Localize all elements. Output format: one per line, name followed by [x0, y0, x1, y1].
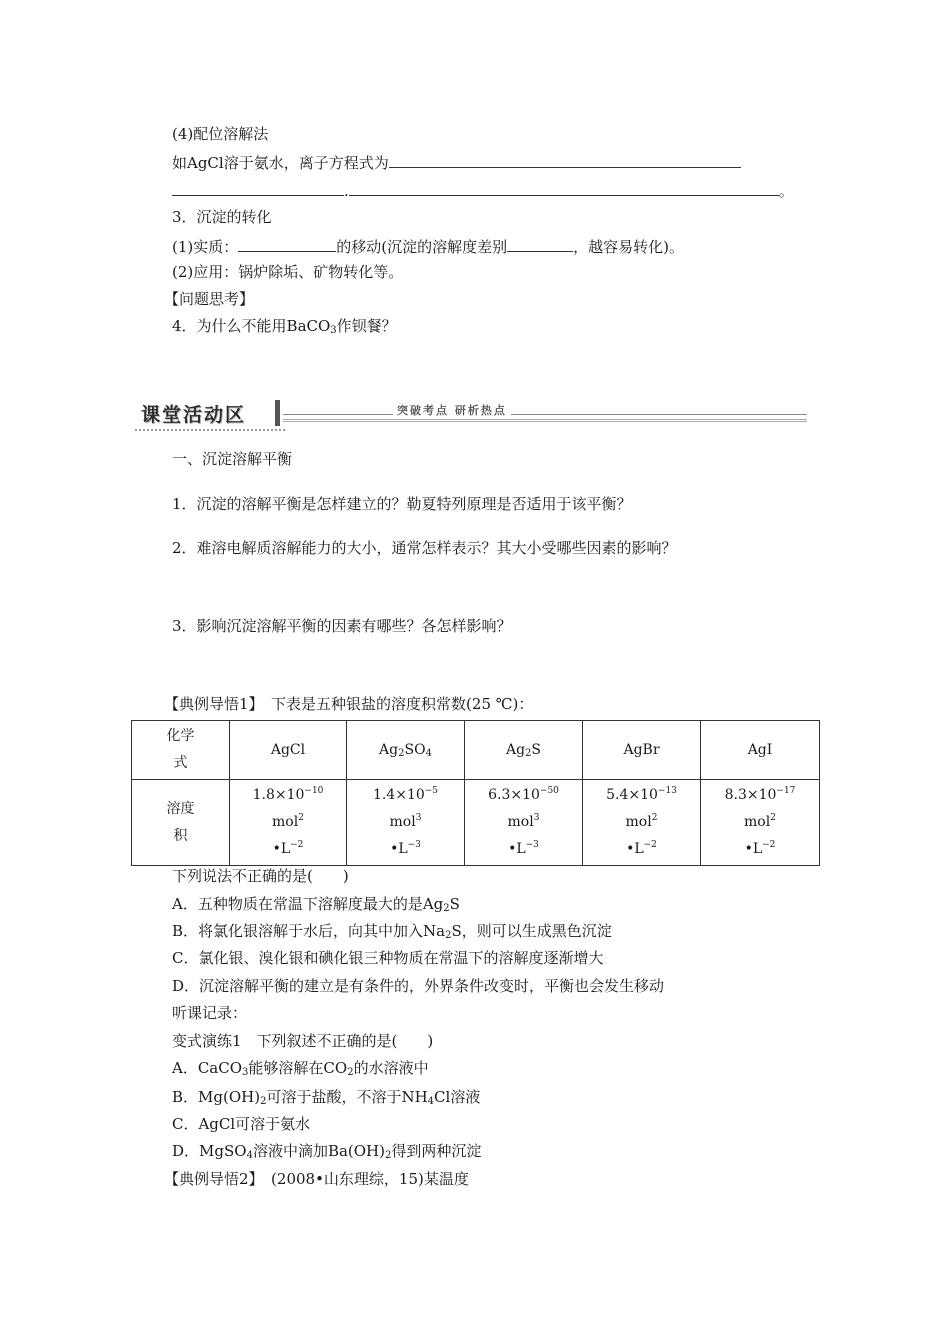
formula-text: Ag	[505, 741, 526, 758]
formula-cell	[701, 721, 820, 780]
formula-cell	[583, 721, 701, 780]
header-label-line2: 式	[173, 755, 188, 771]
dot: .	[344, 182, 349, 200]
variant1-option-b[interactable]: B．$Mg(OH)_2$可溶于盐酸，不溶于$NH_4Cl$溶液	[172, 1088, 481, 1107]
item4-title: (4)配位溶解法	[172, 125, 269, 143]
formula-text: AgBr	[623, 741, 660, 758]
table-row-formula	[132, 721, 820, 780]
banner-rule-double	[283, 419, 807, 422]
ksp-unit: mol$^2$	[272, 813, 304, 830]
item4-text	[172, 152, 741, 173]
s3-p1-a: (1)实质：	[172, 238, 239, 256]
banner-rule	[283, 414, 807, 415]
table-row-ksp	[132, 780, 820, 866]
example1-notes: 听课记录：	[172, 1004, 248, 1022]
formula-cell	[230, 721, 347, 780]
answer-blank-2[interactable]	[172, 180, 344, 196]
ksp-value: $1.8\times 10^{-10}$	[252, 786, 324, 803]
example1-option-c[interactable]: C．氯化银、溴化银和碘化银三种物质在常温下的溶解度逐渐增大	[172, 949, 604, 967]
example1-question: 下列说法不正确的是( )	[172, 867, 349, 885]
formula-sub: 2	[398, 747, 405, 759]
formula-text: AgCl	[270, 741, 306, 758]
item4-continuation	[172, 180, 794, 201]
q4-b: 作钡餐？	[336, 317, 397, 335]
variant1-option-a[interactable]: A．CaCO$_3$能够溶解在$CO_2$的水溶液中	[172, 1059, 429, 1078]
s3-p1-c: ，越容易转化)。	[573, 238, 684, 256]
ksp-cell	[347, 780, 465, 866]
think-title: 【问题思考】	[164, 290, 255, 308]
ksp-value: $5.4\times 10^{-13}$	[606, 786, 677, 803]
header-label-cell	[132, 721, 230, 780]
section-banner	[135, 398, 807, 434]
variant1-option-d[interactable]: D．MgSO$_4$溶液中滴加$Ba(OH)_2$得到两种沉淀	[172, 1142, 482, 1161]
answer-blank-3[interactable]	[349, 180, 779, 196]
s3-p1	[172, 236, 684, 257]
section1-q3: 3．影响沉淀溶解平衡的因素有哪些？各怎样影响？	[172, 617, 512, 635]
ksp-unit-tail: $•L^{-3}$	[508, 840, 539, 857]
formula-sub: 2	[525, 747, 532, 759]
answer-blank-4[interactable]	[238, 236, 336, 252]
example1-option-b[interactable]: B．将氯化银溶解于水后，向其中加入$Na_2S$，则可以生成黑色沉淀	[172, 922, 612, 941]
question-4	[172, 316, 397, 336]
ksp-cell	[583, 780, 701, 866]
ksp-value: $8.3\times 10^{-17}$	[724, 786, 796, 803]
q4-sub: 3	[330, 325, 337, 336]
ksp-unit: mol$^2$	[744, 813, 776, 830]
row-label-line2: 积	[173, 827, 188, 844]
ksp-unit: mol$^3$	[507, 813, 540, 830]
banner-subtitle: 突破考点 研析热点	[393, 402, 511, 418]
variant1-title: 变式演练1 下列叙述不正确的是( )	[172, 1032, 434, 1050]
example1-option-d[interactable]: D．沉淀溶解平衡的建立是有条件的，外界条件改变时，平衡也会发生移动	[172, 977, 665, 995]
ksp-unit: mol$^3$	[389, 813, 422, 830]
s3-title: 3．沉淀的转化	[172, 208, 272, 226]
banner-bar	[275, 400, 280, 426]
ksp-table	[131, 720, 820, 866]
s3-p2: (2)应用：锅炉除垢、矿物转化等。	[172, 263, 404, 281]
section1-q1: 1．沉淀的溶解平衡是怎样建立的？勒夏特列原理是否适用于该平衡？	[172, 495, 632, 513]
banner-underline	[135, 429, 285, 431]
ksp-unit-tail: $•L^{-2}$	[272, 840, 304, 857]
ksp-cell	[230, 780, 347, 866]
ksp-unit-tail: $•L^{-2}$	[626, 840, 657, 857]
formula-text-2: S	[531, 741, 542, 758]
ksp-cell	[465, 780, 583, 866]
formula-text: Ag	[379, 741, 399, 758]
variant1-option-c[interactable]: C．AgCl可溶于氨水	[172, 1115, 311, 1133]
row-label-line1: 溶度	[166, 800, 195, 817]
ksp-unit-tail: $•L^{-3}$	[390, 840, 421, 857]
s3-p1-b: 的移动(沉淀的溶解度差别	[336, 238, 508, 256]
formula-cell	[465, 721, 583, 780]
ksp-unit: mol$^2$	[625, 813, 658, 830]
section1-heading: 一、沉淀溶解平衡	[172, 450, 293, 468]
formula-text: AgI	[747, 741, 773, 758]
ksp-unit-tail: $•L^{-2}$	[744, 840, 776, 857]
example1-option-a[interactable]: A．五种物质在常温下溶解度最大的是$Ag_2S$	[172, 895, 460, 914]
q4-a: 4．为什么不能用BaCO	[172, 317, 331, 335]
answer-blank-5[interactable]	[507, 236, 573, 252]
ksp-cell	[701, 780, 820, 866]
formula-sub-2: 4	[425, 747, 432, 759]
formula-cell	[347, 721, 465, 780]
example2-intro: 【典例导悟2】 (2008•山东理综，15)某温度	[164, 1170, 469, 1188]
section1-q2: 2．难溶电解质溶解能力的大小，通常怎样表示？其大小受哪些因素的影响？	[172, 539, 677, 557]
ksp-value: $6.3\times 10^{-50}$	[488, 786, 559, 803]
banner-title: 课堂活动区	[141, 404, 247, 426]
formula-text-2: SO	[404, 741, 426, 758]
answer-blank-1[interactable]	[389, 152, 741, 168]
header-label-line1: 化学	[166, 728, 195, 744]
example1-intro: 【典例导悟1】 下表是五种银盐的溶度积常数(25 ℃)：	[164, 695, 534, 713]
ksp-value: $1.4\times 10^{-5}$	[372, 786, 439, 803]
item4-text-label: 如AgCl溶于氨水，离子方程式为	[172, 154, 389, 172]
row-label-cell	[132, 780, 230, 866]
period: 。	[778, 182, 794, 200]
